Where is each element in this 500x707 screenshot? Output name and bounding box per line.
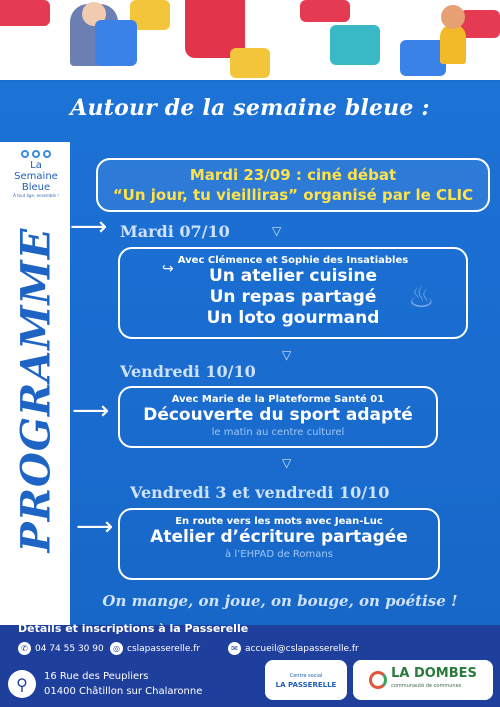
- programme-title: PROGRAMME: [12, 227, 60, 553]
- arrow-right-icon: ⟶: [70, 212, 108, 242]
- puzzle-piece: [0, 0, 50, 26]
- location-pin-icon: ⚲: [8, 670, 36, 698]
- instagram-icon: ◎: [110, 642, 123, 655]
- event-activity: Un loto gourmand: [206, 308, 380, 328]
- logo-line-2: Semaine: [14, 171, 58, 182]
- address-line-1: 16 Rue des Peupliers: [44, 671, 149, 682]
- passerelle-name: LA PASSERELLE: [275, 680, 337, 689]
- event-activity: Un atelier cuisine: [208, 266, 378, 286]
- event-day-label: Vendredi 10/10: [120, 362, 256, 381]
- footer-title: Détails et inscriptions à la Passerelle: [18, 622, 249, 635]
- passerelle-logo: [265, 660, 347, 700]
- event-day-label: Vendredi 3 et vendredi 10/10: [130, 483, 390, 502]
- instagram-handle: cslapasserelle.fr: [127, 643, 201, 654]
- la-dombes-logo: [353, 660, 493, 700]
- child-head: [441, 5, 465, 29]
- semaine-bleue-logo: [6, 150, 66, 199]
- event-location: le matin au centre culturel: [211, 427, 345, 438]
- puzzle-piece: [300, 0, 350, 22]
- logo-tagline: À tout âge, ensemble !: [13, 193, 59, 198]
- event-card-ecriture: [118, 508, 440, 580]
- event-host: Avec Marie de la Plateforme Santé 01: [171, 394, 385, 405]
- dombes-subtitle: communauté de communes: [391, 683, 462, 689]
- curved-arrow-icon: ↪: [162, 261, 174, 277]
- event-host: En route vers les mots avec Jean-Luc: [175, 516, 383, 527]
- event-card-sport: [118, 386, 438, 448]
- chef-hat-icon: ♨: [408, 280, 435, 315]
- slogan: On mange, on joue, on bouge, on poétise !: [102, 592, 458, 610]
- puzzle-piece: [460, 10, 500, 38]
- contact-instagram[interactable]: [110, 642, 200, 655]
- event-title: Découverte du sport adapté: [143, 405, 413, 425]
- arrow-right-icon: ⟶: [72, 396, 110, 426]
- clic-event-date: Mardi 23/09 : ciné débat: [189, 166, 397, 184]
- address: [44, 669, 202, 699]
- contact-phone[interactable]: [18, 642, 104, 655]
- child-illustration: [440, 24, 466, 64]
- chevron-down-icon: ▽: [272, 224, 282, 238]
- puzzle-piece: [95, 20, 137, 66]
- headline: Autour de la semaine bleue :: [70, 95, 430, 121]
- arrow-right-icon: ⟶: [76, 512, 114, 542]
- event-host: Avec Clémence et Sophie des Insatiables: [177, 255, 409, 266]
- dombes-ring-icon: [369, 671, 387, 689]
- passerelle-subtitle: Centre social: [289, 672, 323, 679]
- event-clic-card: [96, 158, 490, 212]
- phone-icon: ✆: [18, 642, 31, 655]
- contact-email[interactable]: [228, 642, 359, 655]
- event-location: à l’EHPAD de Romans: [225, 549, 333, 560]
- event-day-label: Mardi 07/10: [120, 222, 230, 241]
- email-address: accueil@cslapasserelle.fr: [245, 643, 359, 654]
- puzzle-piece: [330, 25, 380, 65]
- logo-line-1: La: [30, 160, 42, 171]
- chevron-down-icon: ▽: [282, 348, 292, 362]
- dombes-name: LA DOMBES: [391, 666, 477, 681]
- email-icon: ✉: [228, 642, 241, 655]
- event-title: Atelier d’écriture partagée: [150, 527, 408, 547]
- people-dots-icon: [6, 150, 66, 158]
- phone-number: 04 74 55 30 90: [35, 643, 104, 654]
- event-activity: Un repas partagé: [209, 287, 377, 307]
- address-line-2: 01400 Châtillon sur Chalaronne: [44, 686, 203, 697]
- hero-illustration: [0, 0, 500, 80]
- logo-line-3: Bleue: [21, 182, 51, 193]
- puzzle-piece: [230, 48, 270, 78]
- chevron-down-icon: ▽: [282, 456, 292, 470]
- clic-event-title: “Un jour, tu vieilliras” organisé par le CLIC: [112, 186, 474, 204]
